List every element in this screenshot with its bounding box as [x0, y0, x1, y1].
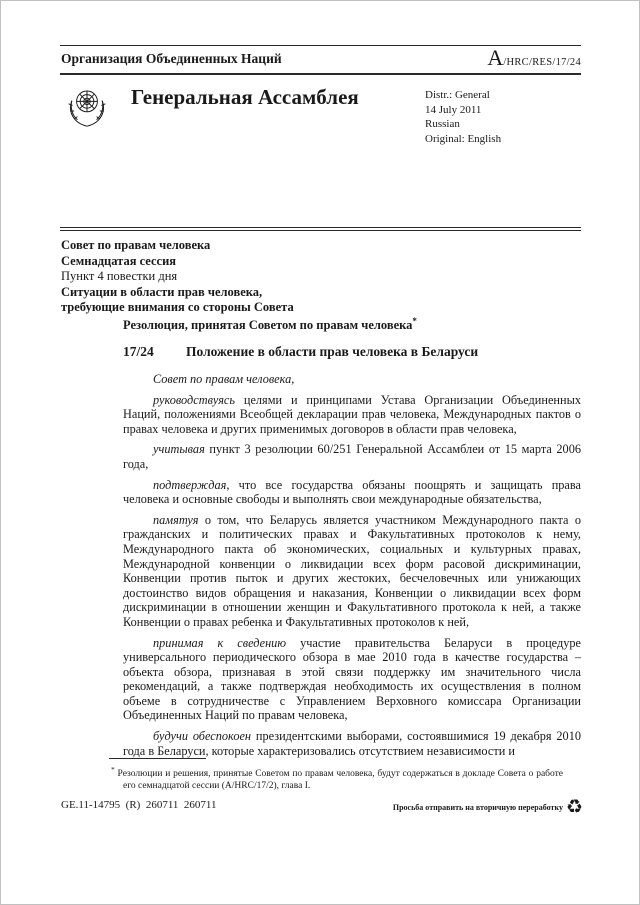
- resolution-body: [123, 372, 581, 764]
- original-line: Original: English: [425, 132, 502, 145]
- council-name: Совет по правам человека: [61, 238, 211, 252]
- un-emblem-icon: [63, 83, 111, 131]
- document-reference: GE.11-14795 (R) 260711 260711: [61, 799, 217, 811]
- footnote-text: Резолюции и решения, принятые Советом по правам человека, будут содержаться в докладе Совета о работе его семнадцатой сессии (A/HRC/17/2), глава I.: [117, 769, 564, 792]
- double-rule: [60, 227, 581, 231]
- body-paragraph: [123, 636, 581, 724]
- paragraph-lead: будучи обеспокоен: [153, 729, 252, 744]
- date-line: 14 July 2011: [425, 103, 482, 116]
- paragraph-lead: Совет по правам человека: [153, 372, 292, 386]
- agenda-title-line1: Ситуации в области прав человека,: [61, 284, 263, 299]
- footnote: [111, 764, 563, 792]
- doc-symbol-letter: A: [487, 45, 504, 70]
- resolution-title-text: Резолюция, принятая Советом по правам человека: [123, 318, 413, 333]
- body-paragraph: [123, 513, 581, 630]
- agenda-title-line2: требующие внимания со стороны Совета: [61, 300, 294, 314]
- org-name: Организация Объединенных Наций: [61, 51, 282, 66]
- paragraph-text: о том, что Беларусь является участником Международного пакта о гражданских и политических правах и Факультативных протоколов к нему, Международного пакта об экономических, социальных и культурных правах, Международной конвенции о ликвидации всех форм расовой дискриминации, Конвенции против пыток и других жестоких, бесчеловечных или унижающих достоинство видов обращения и наказания, Конвенции о ликвидации всех форм дискриминации в отношении женщин и Факультативного протокола к ней, а также Конвенции о правах ребенка и Факультативных протоколов к ней,: [123, 512, 581, 629]
- paragraph-lead: учитывая: [153, 442, 205, 457]
- session-name: Семнадцатая сессия: [61, 253, 177, 268]
- footnote-marker-ref: *: [412, 316, 417, 326]
- footnote-rule: [109, 758, 206, 759]
- paragraph-text: целями и принципами Устава Организации Объединенных Наций, положениями Всеобщей декларации прав человека, Международных пактов о правах человека и других применимых договоров в области прав человека,: [123, 392, 581, 436]
- recycle-block: [393, 798, 583, 817]
- header-rule: [60, 73, 581, 75]
- paragraph-text: , что все государства обязаны поощрять и защищать права человека и основные свободы и выполнять свои международные обязательства,: [123, 477, 581, 507]
- resolution-number: 17/24: [123, 344, 154, 359]
- paragraph-text: пункт 3 резолюции 60/251 Генеральной Ассамблеи от 15 марта 2006 года,: [123, 442, 581, 471]
- doc-symbol-suffix: /HRC/RES/17/24: [503, 57, 581, 68]
- language-line: Russian: [425, 118, 460, 130]
- recycle-icon: ♻: [565, 796, 583, 818]
- assembly-title: Генеральная Ассамблея: [131, 85, 359, 109]
- paragraph-lead: руководствуясь: [153, 392, 235, 407]
- resolution-title: [123, 316, 417, 333]
- resolution-heading: [123, 344, 478, 360]
- agenda-item: Пункт 4 повестки дня: [61, 269, 178, 283]
- body-paragraph: [123, 729, 581, 758]
- footnote-marker: *: [111, 765, 115, 774]
- paragraph-text: участие правительства Беларуси в процедуре универсального периодического обзора в мае 2010 года в качестве государства – объекта обзора, признавая в этой связи поддержку им значительного числа рекомендаций, а также подтверждая необходимость их осуществления в полном объеме в сотрудничестве с Управлением Верховного комиссара Организации Объединенных Наций по правам человека,: [123, 635, 581, 723]
- paragraph-lead: принимая к сведению: [153, 635, 287, 650]
- body-paragraph: [123, 372, 581, 387]
- recycle-text: Просьба отправить на вторичную переработку: [392, 803, 563, 812]
- paragraph-text: ,: [291, 372, 295, 386]
- paragraph-lead: памятуя: [153, 512, 199, 527]
- body-paragraph: [123, 393, 581, 437]
- paragraph-lead: подтверждая: [153, 477, 227, 492]
- distr-line: Distr.: General: [425, 89, 490, 101]
- doc-symbol: [487, 46, 581, 70]
- session-block: [61, 238, 294, 316]
- resolution-heading-text: Положение в области прав человека в Беларуси: [186, 344, 479, 359]
- distr-block: [425, 88, 501, 146]
- body-paragraph: [123, 478, 581, 507]
- paragraph-text: президентскими выборами, состоявшимися 19 декабря 2010 года в Беларуси, которые характеризовались отсутствием независимости и: [123, 729, 581, 758]
- body-paragraph: [123, 442, 581, 471]
